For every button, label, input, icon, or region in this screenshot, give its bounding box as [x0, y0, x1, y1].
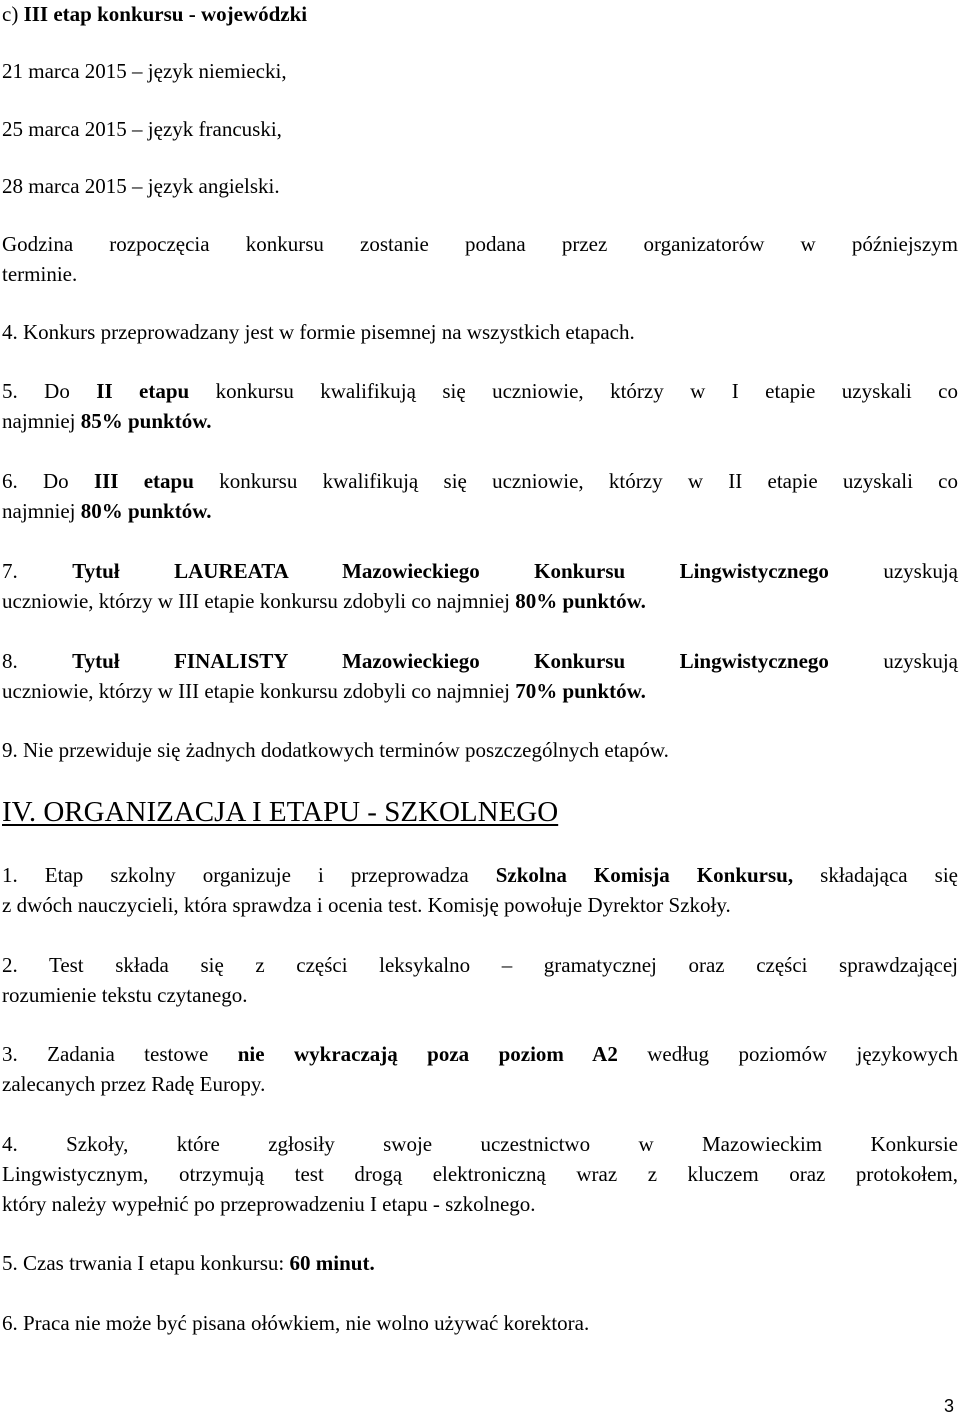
- iv-item-5: 5. Czas trwania I etapu konkursu: 60 minut.: [2, 1251, 375, 1275]
- point-5-line2: najmniej 85% punktów.: [2, 409, 212, 433]
- date-french: 25 marca 2015 – język francuski,: [2, 117, 282, 141]
- iv-item-1-line2: z dwóch nauczycieli, która sprawdza i ocenia test. Komisję powołuje Dyrektor Szkoły.: [2, 893, 731, 917]
- point-6-line2: najmniej 80% punktów.: [2, 499, 212, 523]
- section-iv-heading: IV. ORGANIZACJA I ETAPU - SZKOLNEGO: [2, 796, 559, 828]
- point-8-line2: uczniowie, którzy w III etapie konkursu zdobyli co najmniej 70% punktów.: [2, 679, 646, 703]
- start-time-note-line2: terminie.: [2, 262, 78, 286]
- point-9: 9. Nie przewiduje się żadnych dodatkowych terminów poszczególnych etapów.: [2, 738, 669, 762]
- iv-item-4-line3: który należy wypełnić po przeprowadzeniu I etapu - szkolnego.: [2, 1192, 536, 1216]
- point-7-line2: uczniowie, którzy w III etapie konkursu zdobyli co najmniej 80% punktów.: [2, 589, 646, 613]
- iv-item-4-line1: 4. Szkoły, które zgłosiły swoje uczestnictwo w Mazowieckim Konkursie: [2, 1132, 958, 1156]
- section-c-title: c) III etap konkursu - wojewódzki: [2, 2, 308, 26]
- point-5-line1: 5. Do II etapu konkursu kwalifikują się uczniowie, którzy w I etapie uzyskali co: [2, 379, 958, 403]
- iv-item-6: 6. Praca nie może być pisana ołówkiem, nie wolno używać korektora.: [2, 1311, 590, 1335]
- iv-item-2-line2: rozumienie tekstu czytanego.: [2, 983, 248, 1007]
- iv-item-3-line1: 3. Zadania testowe nie wykraczają poza poziom A2 według poziomów językowych: [2, 1042, 958, 1066]
- start-time-note-line1: Godzina rozpoczęcia konkursu zostanie podana przez organizatorów w późniejszym: [2, 232, 958, 256]
- page-number: 3: [943, 1396, 954, 1416]
- iv-item-2-line1: 2. Test składa się z części leksykalno – gramatycznej oraz części sprawdzającej: [2, 953, 958, 977]
- point-6-line1: 6. Do III etapu konkursu kwalifikują się uczniowie, którzy w II etapie uzyskali co: [2, 469, 958, 493]
- point-4: 4. Konkurs przeprowadzany jest w formie pisemnej na wszystkich etapach.: [2, 320, 635, 344]
- point-8-line1: 8. Tytuł FINALISTY Mazowieckiego Konkursu Lingwistycznego uzyskują: [2, 649, 958, 673]
- iv-item-4-line2: Lingwistycznym, otrzymują test drogą elektroniczną wraz z kluczem oraz protokołem,: [2, 1162, 958, 1186]
- point-7-line1: 7. Tytuł LAUREATA Mazowieckiego Konkursu Lingwistycznego uzyskują: [2, 559, 958, 583]
- iv-item-1-line1: 1. Etap szkolny organizuje i przeprowadza Szkolna Komisja Konkursu, składająca się: [2, 863, 958, 887]
- date-english: 28 marca 2015 – język angielski.: [2, 174, 280, 198]
- date-german: 21 marca 2015 – język niemiecki,: [2, 59, 287, 83]
- iv-item-3-line2: zalecanych przez Radę Europy.: [2, 1072, 266, 1096]
